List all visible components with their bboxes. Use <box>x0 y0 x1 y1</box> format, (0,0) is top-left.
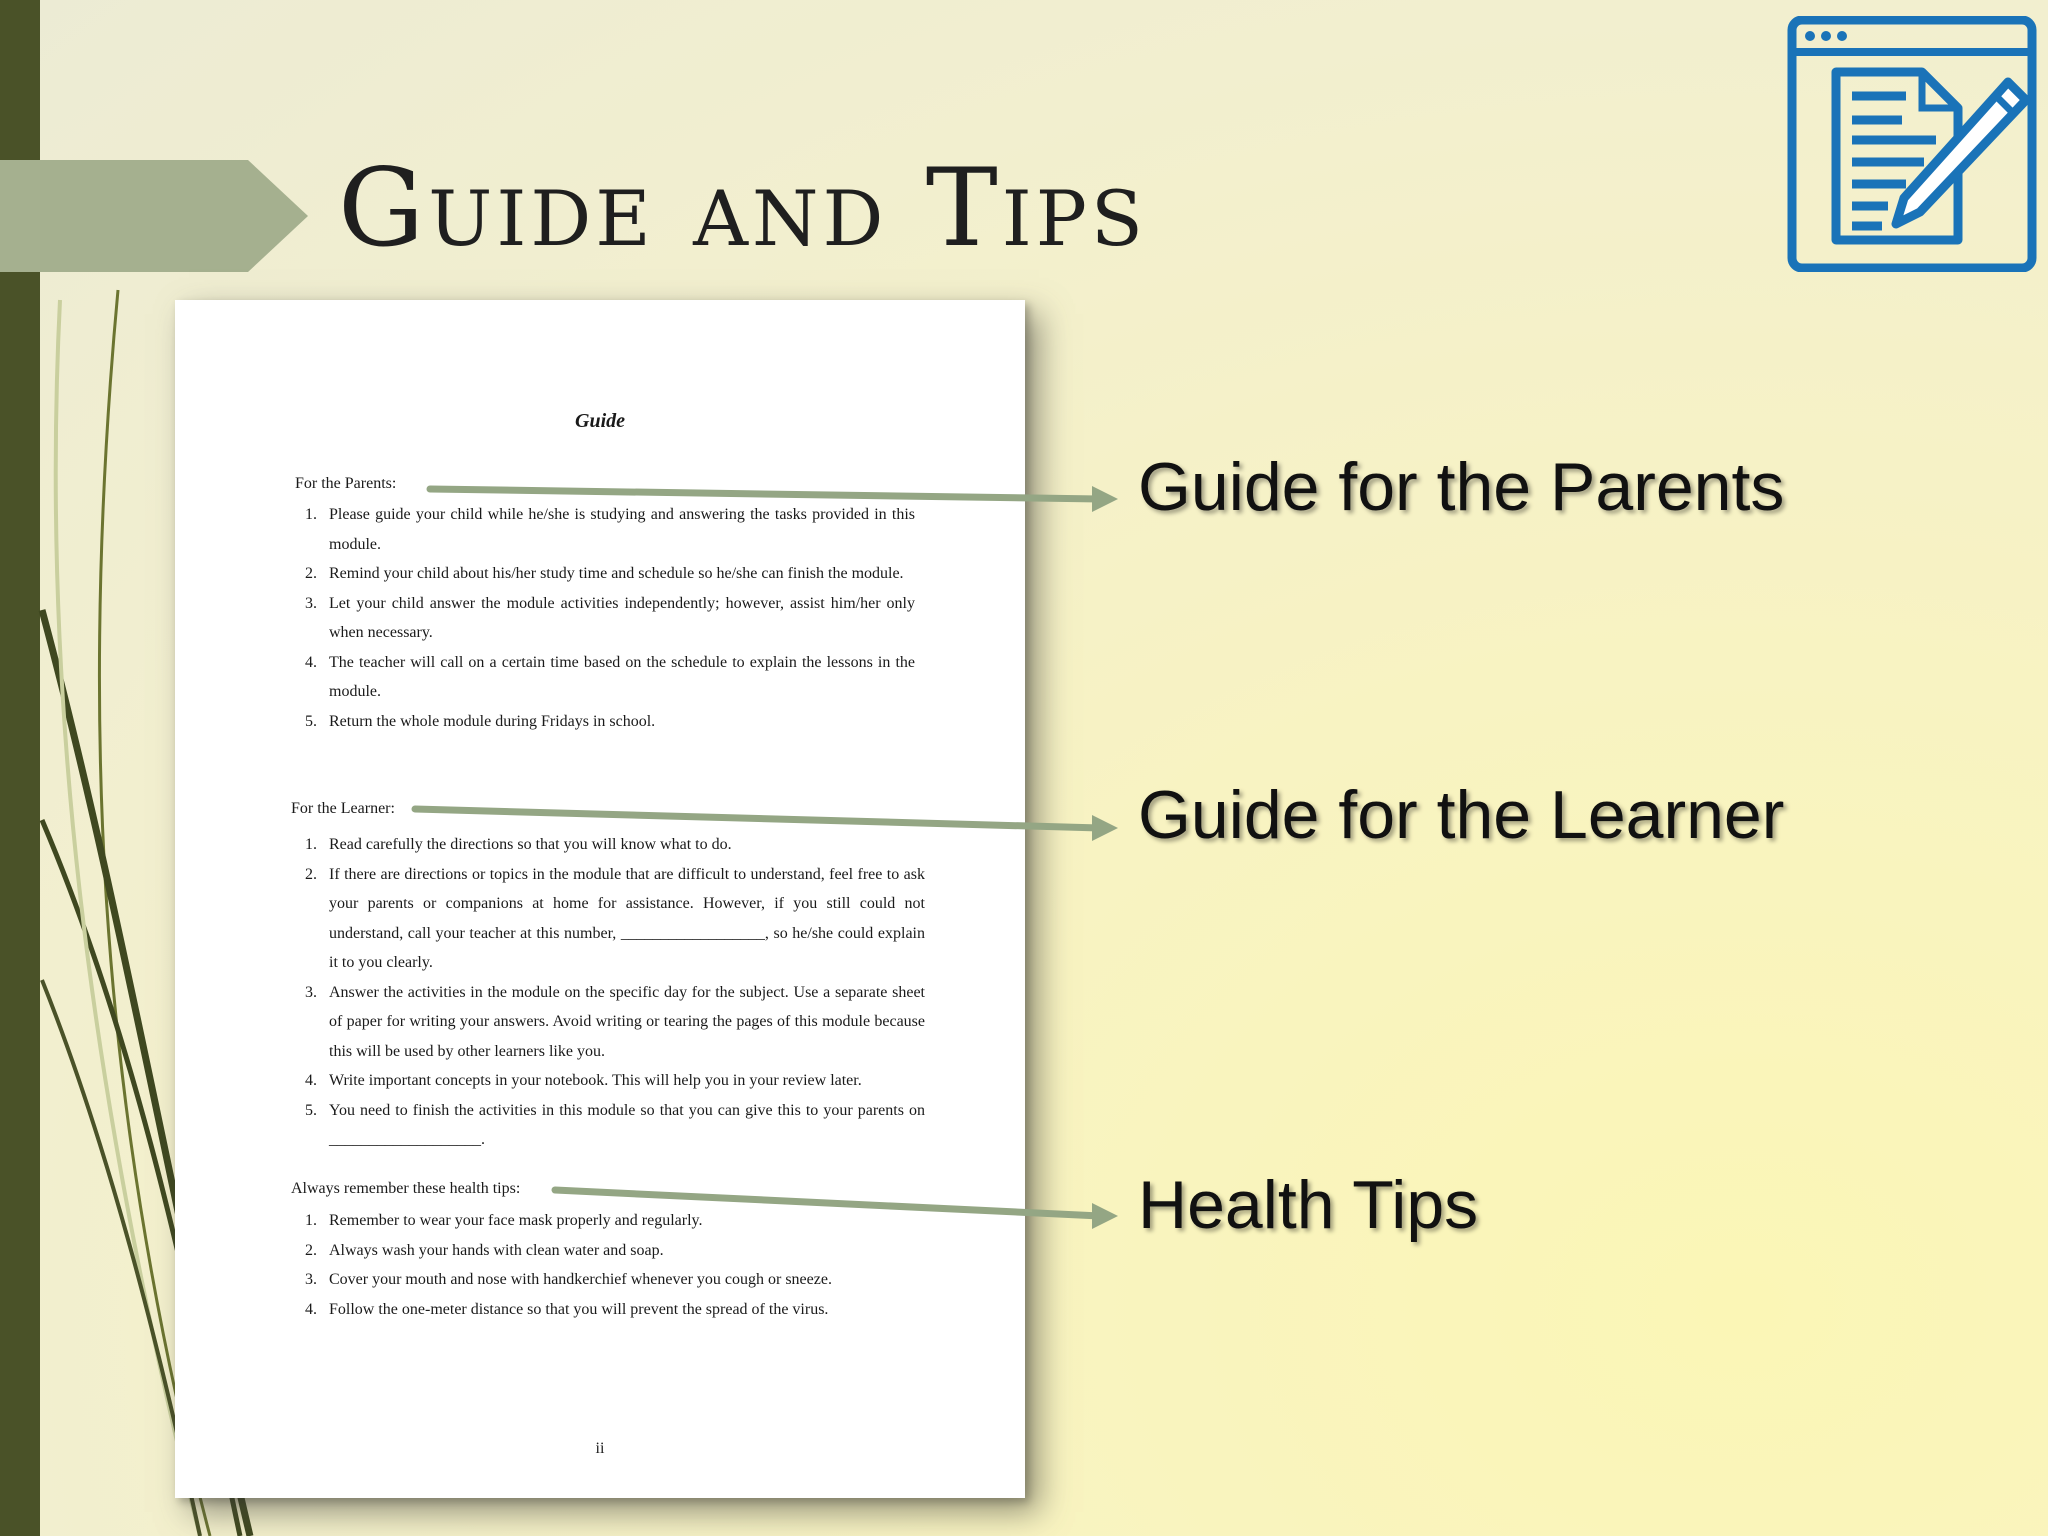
list-item: 1. Read carefully the directions so that you will know what to do. <box>305 836 732 853</box>
list-item: 2. If there are directions or topics in the module that are difficult to understand, feel free to ask your parents or companions at home for assistance. However, if you still could not understand, call your teacher at this number, __________________, so he/she could explain it to you clearly. <box>305 865 925 971</box>
learner-list <box>295 830 925 1155</box>
list-item: 4. The teacher will call on a certain time based on the schedule to explain the lessons in the module. <box>305 653 915 700</box>
list-item: 1. Remember to wear your face mask properly and regularly. <box>305 1212 703 1229</box>
parents-list <box>295 500 915 736</box>
list-item: 3. Cover your mouth and nose with handkerchief whenever you cough or sneeze. <box>305 1271 832 1288</box>
callout-parents: Guide for the Parents <box>1138 449 1785 525</box>
list-item: 2. Remind your child about his/her study time and schedule so he/she can finish the module. <box>305 565 904 582</box>
list-item: 3. Let your child answer the module activities independently; however, assist him/her only when necessary. <box>305 594 915 641</box>
health-list <box>295 1206 935 1324</box>
list-item: 5. You need to finish the activities in this module so that you can give this to your parents on ___________________. <box>305 1101 925 1148</box>
list-item: 4. Write important concepts in your notebook. This will help you in your review later. <box>305 1072 862 1089</box>
list-item: 2. Always wash your hands with clean water and soap. <box>305 1241 664 1259</box>
document-page <box>175 300 1025 1498</box>
list-item: 3. Answer the activities in the module on the specific day for the subject. Use a separate sheet of paper for writing your answers. Avoid writing or tearing the pages of this module because this will be used by other learners like you. <box>305 983 925 1060</box>
page-number: ii <box>595 1440 605 1457</box>
list-item: 5. Return the whole module during Fridays in school. <box>305 712 656 730</box>
parents-heading: For the Parents: <box>295 475 397 492</box>
list-item: 4. Follow the one-meter distance so that you will prevent the spread of the virus. <box>305 1300 829 1318</box>
list-item: 1. Please guide your child while he/she is studying and answering the tasks provided in this module. <box>305 506 915 553</box>
learner-heading: For the Learner: <box>291 800 395 817</box>
callout-learner: Guide for the Learner <box>1138 777 1785 853</box>
title-arrow-shape <box>0 160 308 272</box>
document-title: Guide <box>575 410 625 432</box>
callout-health: Health Tips <box>1138 1167 1479 1243</box>
document-edit-icon <box>1786 16 2042 272</box>
slide-title: Guide and Tips <box>338 146 1147 271</box>
health-heading: Always remember these health tips: <box>291 1180 521 1197</box>
